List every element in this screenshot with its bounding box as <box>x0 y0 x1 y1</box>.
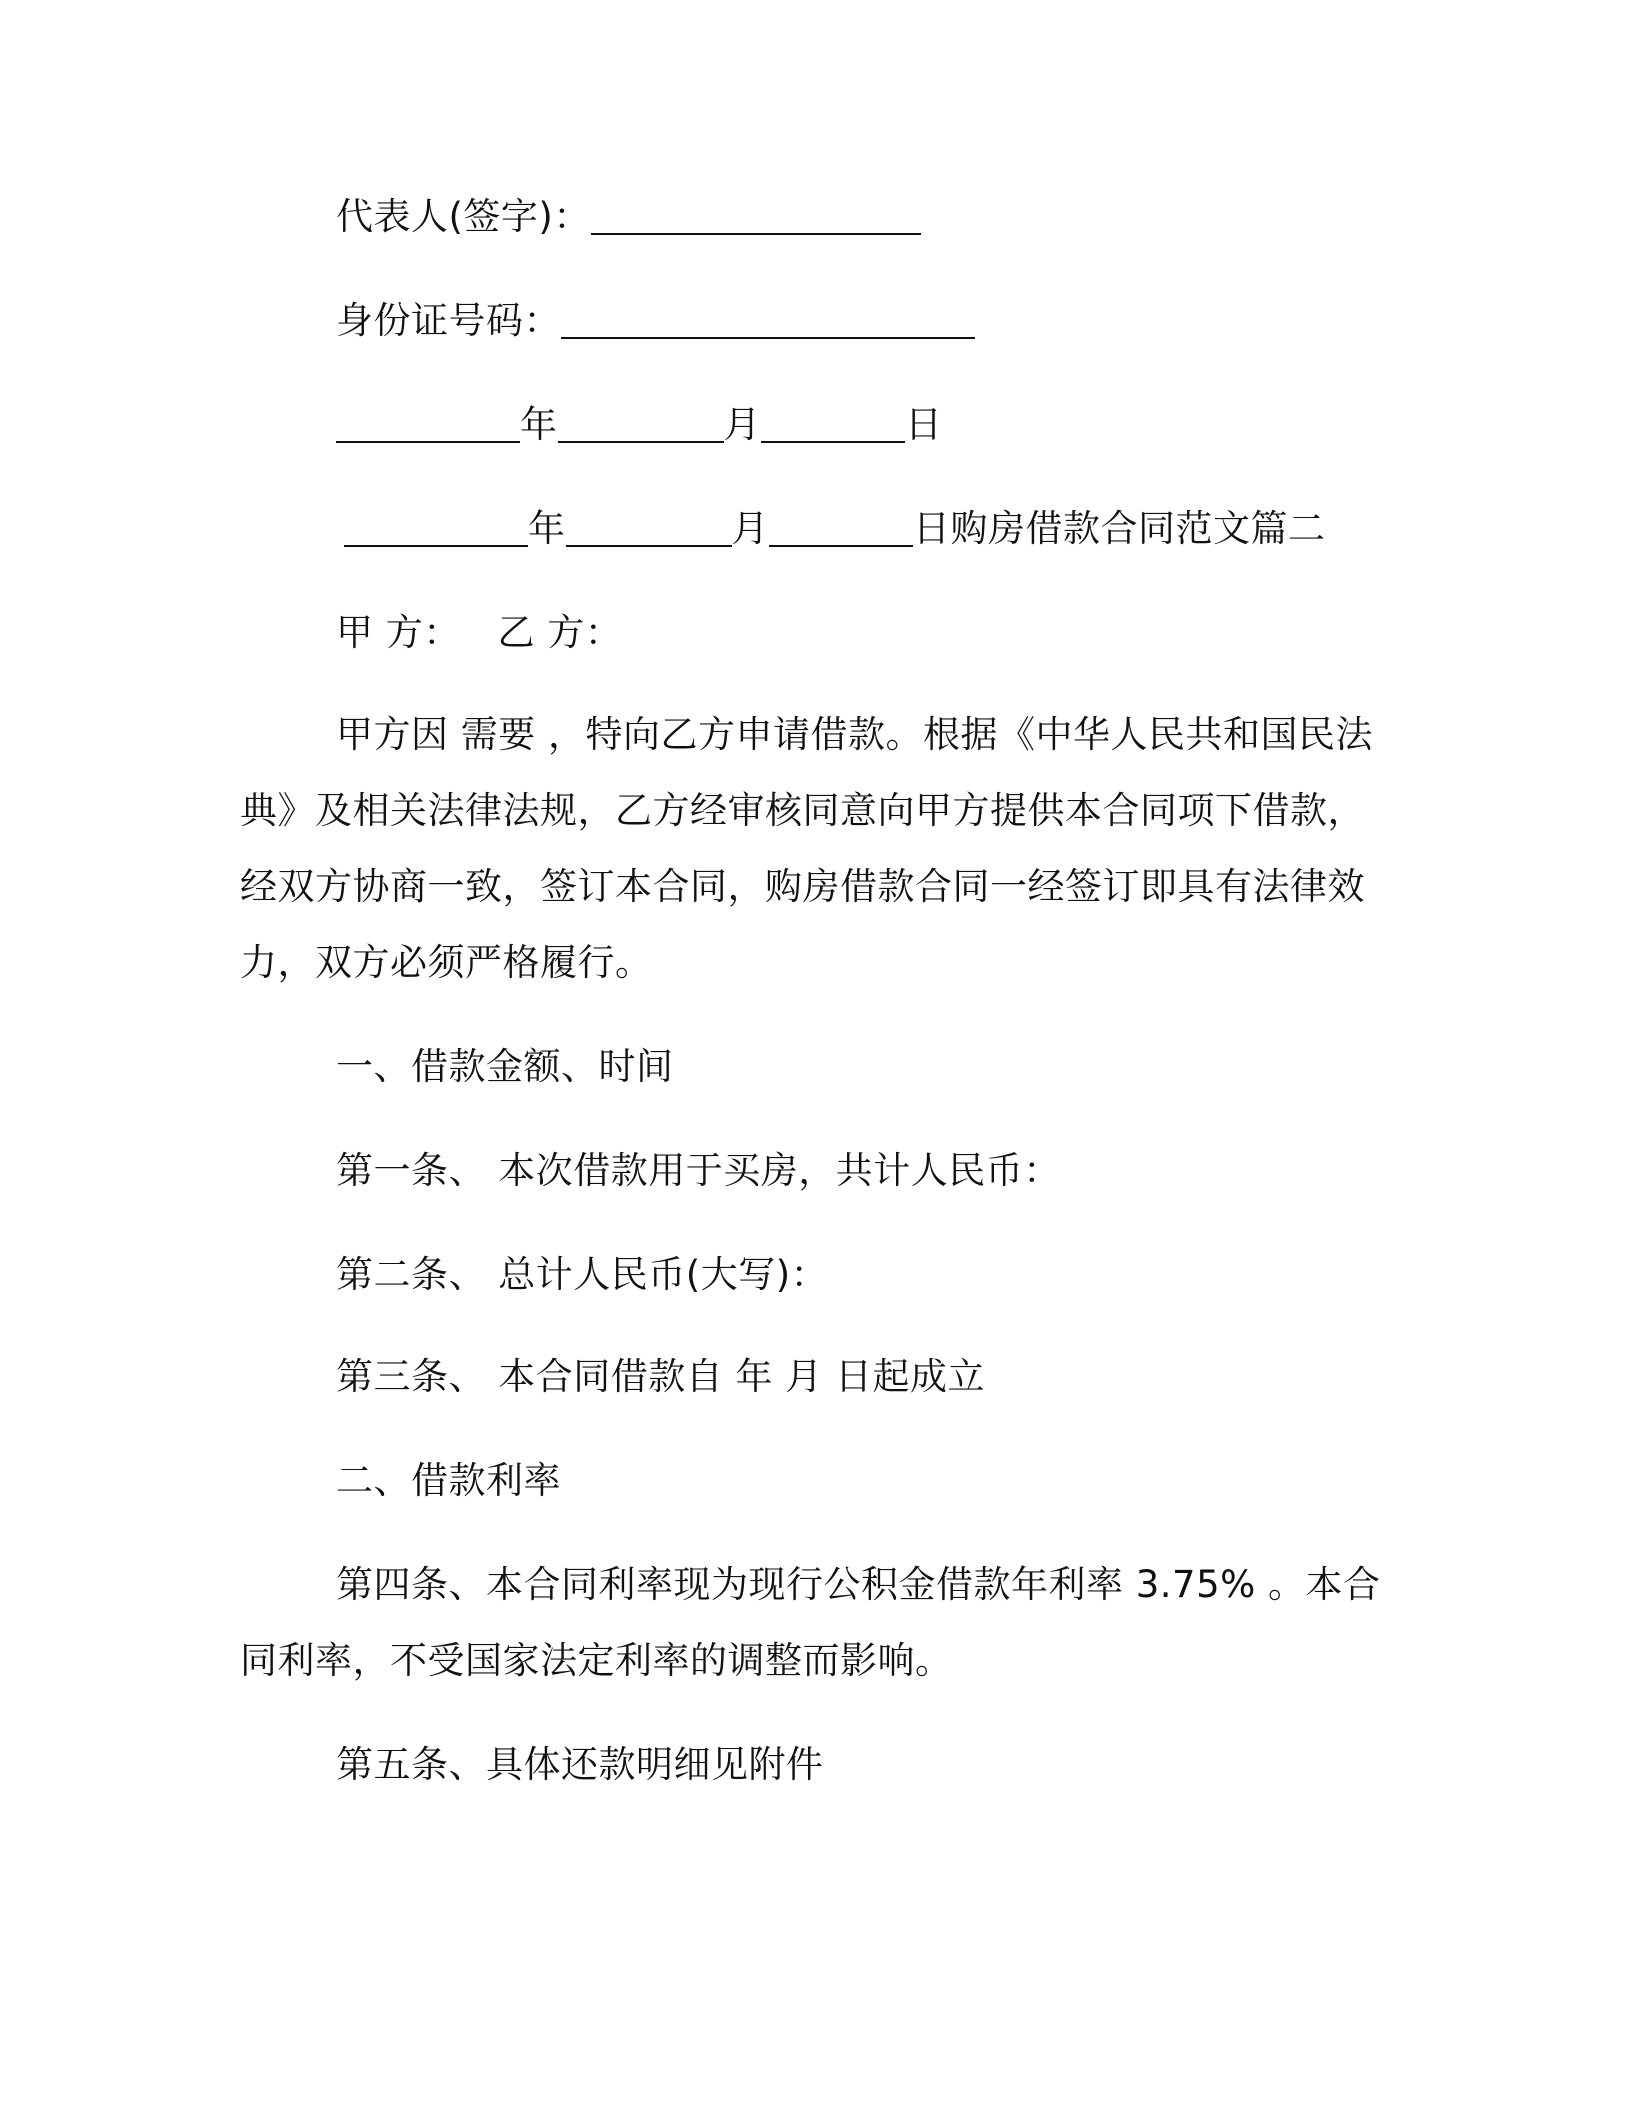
intro-paragraph-line-1: 甲方因 需要 ，特向乙方申请借款。根据《中华人民共和国民法 <box>336 713 1374 756</box>
intro-paragraph-line-4: 力，双方必须严格履行。 <box>240 941 653 984</box>
id-number-label: 身份证号码： <box>336 299 561 342</box>
intro-paragraph-line-3: 经双方协商一致，签订本合同，购房借款合同一经签订即具有法律效 <box>240 865 1365 908</box>
rep-sign-label: 代表人(签字)： <box>336 195 591 238</box>
article-4-line-1: 第四条、本合同利率现为现行公积金借款年利率 3.75% 。本合 <box>336 1563 1381 1606</box>
id-number-blank <box>561 305 975 339</box>
rep-sign-line <box>336 192 921 242</box>
month-label: 月 <box>723 403 761 446</box>
article-3: 第三条、 本合同借款自 年 月 日起成立 <box>336 1355 986 1398</box>
id-number-line <box>336 296 975 346</box>
intro-paragraph-line-2: 典》及相关法律法规，乙方经审核同意向甲方提供本合同项下借款， <box>240 789 1365 832</box>
month-label: 月 <box>731 507 769 550</box>
section-heading-1: 一、借款金额、时间 <box>336 1045 674 1088</box>
year-blank <box>344 513 528 547</box>
document-subtitle: 日购房借款合同范文篇二 <box>913 507 1326 550</box>
article-5: 第五条、具体还款明细见附件 <box>336 1743 824 1786</box>
day-blank <box>761 409 905 443</box>
day-blank <box>769 513 913 547</box>
rep-sign-blank <box>591 201 921 235</box>
year-label: 年 <box>520 403 558 446</box>
date-line-2 <box>344 504 1326 554</box>
parties-line: 甲 方： 乙 方： <box>336 611 623 654</box>
year-blank <box>336 409 520 443</box>
article-2: 第二条、 总计人民币(大写)： <box>336 1253 829 1296</box>
date-line-1 <box>336 400 943 450</box>
month-blank <box>566 513 732 547</box>
article-4-line-2: 同利率，不受国家法定利率的调整而影响。 <box>240 1639 953 1682</box>
month-blank <box>558 409 724 443</box>
year-label: 年 <box>528 507 566 550</box>
day-label: 日 <box>905 403 943 446</box>
section-heading-2: 二、借款利率 <box>336 1459 561 1502</box>
article-1: 第一条、 本次借款用于买房，共计人民币： <box>336 1149 1061 1192</box>
